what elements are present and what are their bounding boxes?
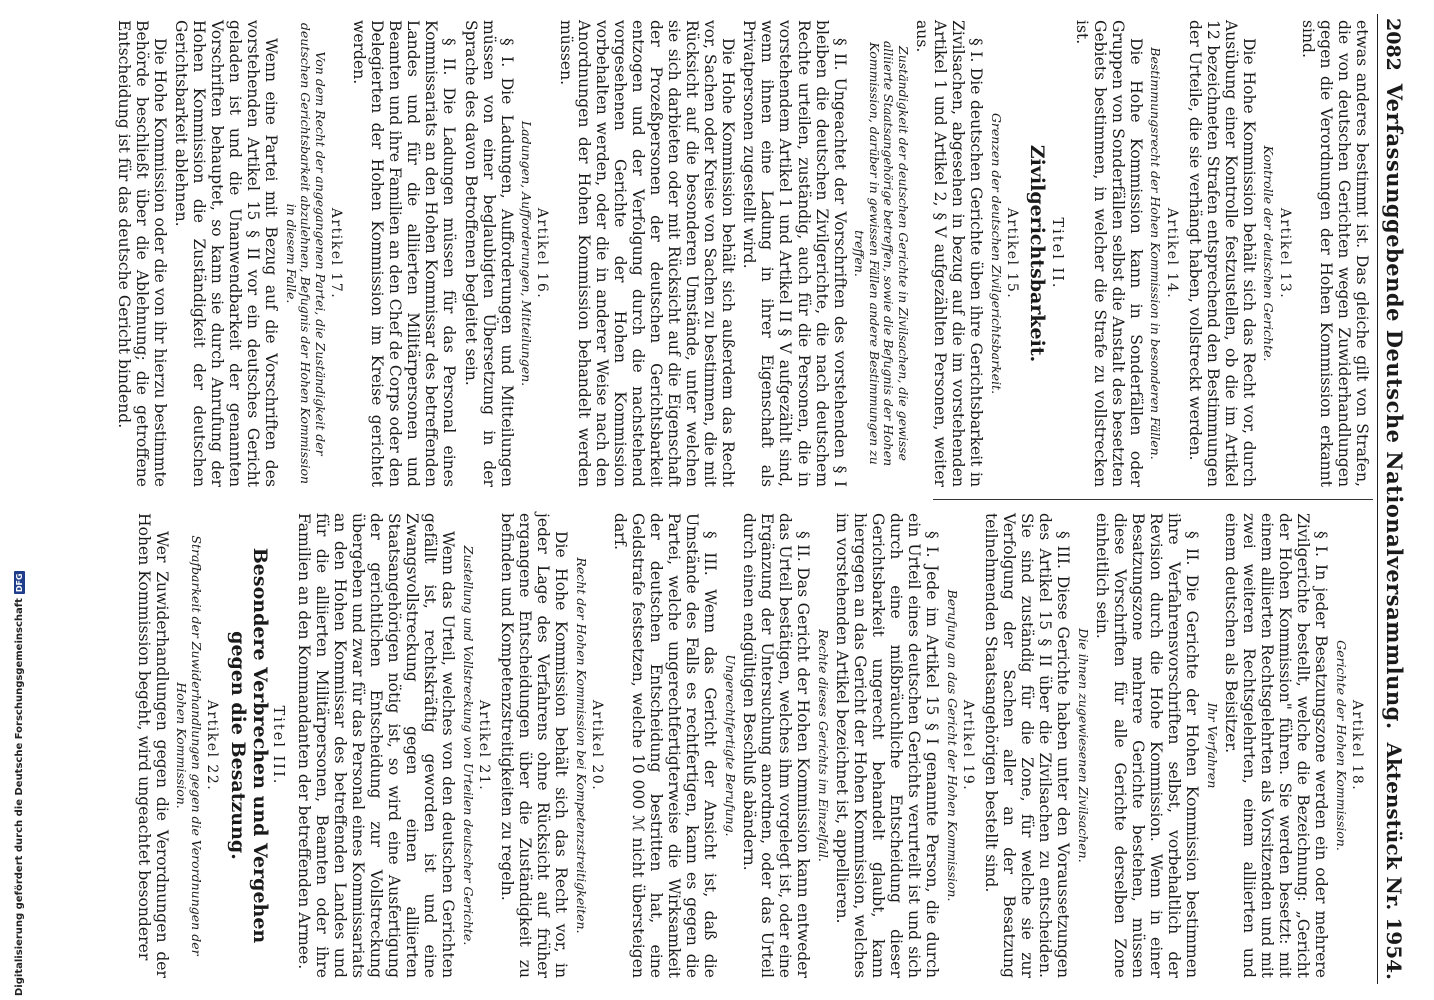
paragraph: Die Hohe Kommission behält sich das Recht vor, in jeder Lage des Verfahrens ohne Rücksicht auf früher ergangene Entscheidungen über die Zuständigkeit zu befinden und Kompetenzstreitigkeiten zu regeln. (497, 513, 571, 978)
article-caption: Kontrolle der deutschen Gerichte. (1261, 145, 1277, 362)
paragraph: § III. Wenn das Gericht der Ansicht ist, daß die Umstände des Falls es rechtfertigen, kann es gegen die Partei, welche ungerechtfertigterweise die Wirksamkeit der deutschen Entscheidung bestritten hat, eine Geldstrafe festsetzen, welche 10 000 ℳ nicht übersteigen darf. (611, 513, 720, 978)
paragraph: § II. Die Gerichte der Hohen Kommission bestimmen ihre Verfahrensvorschriften selbst, vorbehaltlich der Revision durch die Hohe Kommission. Wenn in einer Besatzungszone mehrere Gerichte bestehen, müssen diese Vorschriften für alle Gerichte derselben Zone einheitlich sein. (1092, 513, 1202, 978)
article-caption: Ladungen, Aufforderungen, Mitteilungen. (519, 120, 535, 387)
paragraph: § I. Die Ladungen, Aufforderungen und Mitteilungen müssen von einer beglaubigten Übersetzung in der Sprache des davon Betroffenen begleitet sein. (461, 20, 516, 487)
article-caption: Recht der Hohen Kommission bei Kompetenzstreitigkeiten. (573, 557, 589, 934)
credit-text: Digitalisierung gefördert durch die Deutsche Forschungsgemeinschaft (14, 598, 25, 996)
paragraph: Die Hohe Kommission oder die von ihr hierzu bestimmte Behörde beschließt über die Ablehnung; die getroffene Entscheidung ist für das deutsche Gericht bindend. (114, 20, 169, 487)
article-caption: Ihr Verfahren (1204, 702, 1220, 789)
title-subheading: Besondere Verbrechen und Vergehen gegen die Besatzung. (226, 547, 271, 944)
article-heading: Artikel 19. (959, 699, 976, 792)
digitization-credit (14, 571, 25, 996)
paragraph: § II. Die Ladungen müssen für das Personal eines Kommissariats an den Hohen Kommissar des betreffenden Landes und für die alliierten Militärpersonen und Beamten und ihre Familien an den Chef de Corps oder den Delegierten der Hohen Kommission im Kreise gerichtet werden. (350, 20, 459, 487)
article-caption: Berufung an das Gericht der Hohen Kommission. (944, 589, 960, 902)
title-subheading: Zivilgerichtsbarkeit. (1025, 144, 1048, 363)
paragraph: § I. In jeder Besatzungszone werden ein oder mehrere Zivilgerichte bestellt, welche die Bezeichnung: „Gericht der Hohen Kommission" führen. Sie werden besetzt: mit einem alliierten Rechtsgelehrten als Vorsitzenden und mit zwei weiteren Rechtsgelehrten, einem alliierten und einem deutschen als Beisitzer. (1221, 513, 1331, 978)
document-page (17, 0, 1417, 1000)
paragraph: § II. Ungeachtet der Vorschriften des vorstehenden § I bleiben die deutschen Zivilgerichte, die nach deutschem Rechte urteilen, zuständig, auch für die Personen, die in vorstehendem Artikel 1 und Artikel II § V aufgezählt sind, wenn ihnen eine Ladung in ihrer Eigenschaft als Privatpersonen zugestellt wird. (740, 20, 849, 487)
article-caption: Zuständigkeit der deutschen Gerichte in Zivilsachen, die gewisse alliierte Staatsangehörige betreffen, sowie die Befugnis der Hohen Kommission, darüber in gewissen Fällen andere Bestimmungen zu treffen. (852, 40, 911, 467)
paragraph: Wenn eine Partei mit Bezug auf die Vorschriften des vorstehenden Artikel 15 § II vor ein deutsches Gericht geladen ist und die Unanwendbarkeit der genannten Vorschriften behauptet, so kann sie durch Anrufung der Hohen Kommission die Zuständigkeit der deutschen Gerichtsbarkeit ablehnen. (171, 20, 281, 487)
article-caption: Die ihnen zugewiesenen Zivilsachen. (1075, 628, 1091, 863)
article-caption: Rechte dieses Gerichts im Einzelfall. (815, 629, 831, 862)
paragraph: Die Hohe Kommission behält sich außerdem das Recht vor, Sachen oder Kreise von Sachen zu bestimmen, die mit Rücksicht auf die besonderen Umstände, unter welchen sie sich darbieten oder mit Rücksicht auf die Eigenschaft der Prozeßpersonen der deutschen Gerichtsbarkeit entzogen und der Verfolgung durch die nachstehend vorgesehenen Gerichte der Hohen Kommission vorbehalten werden, oder die in anderer Weise nach den Anordnungen der Hohen Kommission behandelt werden müssen. (556, 20, 738, 487)
article-caption: Strafbarkeit der Zuwiderhandlungen gegen die Verordnungen der Hohen Kommission. (174, 535, 204, 956)
paragraph: § II. Das Gericht der Hohen Kommission kann entweder das Urteil bestätigen, welches ihm vorgelegt ist, oder eine Ergänzung der Untersuchung anordnen, oder das Urteil durch einen endgültigen Beschluß abändern. (740, 513, 813, 978)
paragraph: Wenn das Urteil, welches von den deutschen Gerichten gefällt ist, rechtskräftig geworden ist und eine Zwangsvollstreckung gegen einen alliierten Staatsangehörigen nötig ist, so wird eine Ausfertigung der gerichtlichen Entscheidung zur Vollstreckung übergeben und zwar für das Personal eines Kommissariats an den Hohen Kommissar des betreffenden Landes und für die alliierten Militärpersonen, Beamten oder ihre Familien an den Kommandanten der betreffenden Armee. (294, 513, 458, 978)
article-heading: Artikel 15. (1003, 207, 1020, 300)
article-caption: Von dem Recht der angegangenen Partei, die Zuständigkeit der deutschen Gerichtsbarkeit abzulehnen, Befugnis der Hohen Kommission in diesem Falle. (283, 22, 328, 485)
paragraph: § I. Jede im Artikel 15 § I genannte Person, die durch ein Urteil eines deutschen Gerichts verurteilt ist und sich durch eine mißbräuchliche Entscheidung dieser Gerichtsbarkeit ungerecht behandelt glaubt, kann hiergegen an das Gericht der Hohen Kommission, welches im vorstehenden Artikel bezeichnet ist, appellieren. (832, 513, 942, 978)
article-caption: Grenzen der deutschen Zivilgerichtsbarkeit. (988, 112, 1004, 395)
document-number: Aktenstück Nr. 1954. (1382, 742, 1406, 980)
article-caption: Ungerechtfertigte Berufung. (722, 654, 738, 837)
header-title: Verfassunggebende Deutsche Nationalversammlung. (1382, 83, 1407, 730)
article-heading: Artikel 17. (328, 207, 345, 300)
article-heading: Artikel 20. (588, 699, 605, 792)
paragraph: Wer Zuwiderhandlungen gegen die Verordnungen der Hohen Kommission begeht, wird ungeachtet besonderer (134, 513, 171, 978)
article-heading: Artikel 22. (203, 699, 220, 792)
text-columns (112, 14, 1377, 984)
article-caption: Zustellung und Vollstreckung von Urteilen deutscher Gerichte. (460, 545, 476, 946)
article-caption: Gerichte der Hohen Kommission. (1333, 640, 1349, 851)
page-header (1377, 14, 1407, 984)
article-heading: Artikel 21. (475, 699, 492, 792)
title-heading: Titel II. (1048, 217, 1065, 290)
paragraph: § I. Die deutschen Gerichte üben ihre Gerichtsbarkeit in Zivilsachen, abgesehen in bezug auf die im vorstehenden Artikel 1 und Artikel 2, § V aufgezählten Personen, weiter aus. (912, 20, 986, 487)
paragraph: § III. Diese Gerichte haben unter den Voraussetzungen des Artikel 15 § II über die Zivilsachen zu entscheiden. Sie sind zuständig für die Zone, für welche sie zur Verfolgung der Sachen aller an der Besatzung teilnehmenden Staatsangehörigen bestellt sind. (982, 513, 1073, 978)
dfg-logo: DFG (15, 573, 24, 593)
paragraph: Die Hohe Kommission kann in Sonderfällen oder Gruppen von Sonderfällen selbst die Anstalt des besetzten Gebiets bestimmen, in welcher die Strafe zu vollstrecken ist. (1072, 20, 1145, 487)
page-number: 2082 (1382, 18, 1404, 71)
right-column (112, 499, 1371, 984)
article-caption: Bestimmungsrecht der Hohen Kommission in besonderen Fällen. (1148, 47, 1164, 460)
article-heading: Artikel 14. (1163, 207, 1180, 300)
paragraph: etwas anderes bestimmt ist. Das gleiche gilt von Strafen, die von deutschen Gerichten wegen Zuwiderhandlungen gegen die Verordnungen der Hohen Kommission erkannt sind. (1298, 20, 1371, 487)
article-heading: Artikel 16. (534, 207, 551, 300)
title-heading: Titel III. (270, 705, 287, 786)
paragraph: Die Hohe Kommission behält sich das Recht vor, durch Ausübung einer Kontrolle festzustellen, ob die im Artikel 12 bezeichneten Strafen entsprechend den Bestimmungen der Urteile, die sie verhängt haben, vollstreckt werden. (1185, 20, 1258, 487)
column-divider (933, 499, 1373, 500)
article-heading: Artikel 13. (1276, 207, 1293, 300)
article-heading: Artikel 18. (1349, 699, 1365, 792)
left-column (112, 14, 1371, 499)
